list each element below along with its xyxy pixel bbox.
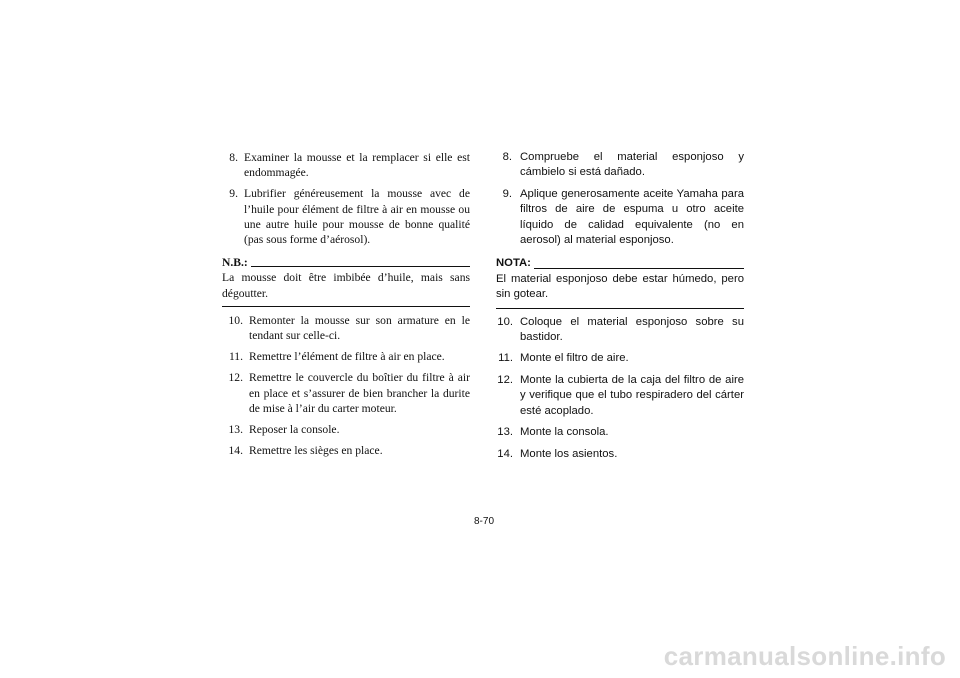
list-item <box>496 315 744 346</box>
step-text: Monte la cubierta de la caja del filtro de aire y verifique que el tubo respiradero del cárter esté acoplado. <box>520 373 744 417</box>
note-text: El material esponjoso debe estar húmedo, pero sin gotear. <box>496 272 744 309</box>
step-text: Remettre le couvercle du boîtier du filtre à air en place et s’assurer de bien brancher la durite de mise à l’air du carter moteur. <box>249 371 470 415</box>
step-number: 14. <box>228 444 243 458</box>
spanish-column <box>496 150 744 468</box>
note-text: La mousse doit être imbibée d’huile, mais sans dégoutter. <box>222 270 470 306</box>
watermark[interactable]: carmanualsonline.info <box>663 641 946 671</box>
step-text: Remettre l’élément de filtre à air en place. <box>249 350 445 364</box>
step-number: 9. <box>229 187 238 201</box>
list-item <box>496 351 744 366</box>
list-item <box>222 349 470 364</box>
page-number: 8-70 <box>473 516 494 527</box>
step-number: 13. <box>228 423 243 437</box>
note-title: NOTA: <box>496 257 531 270</box>
step-number: 11. <box>228 350 243 364</box>
note-header <box>496 256 744 271</box>
list-item <box>222 443 470 458</box>
list-item <box>222 186 470 247</box>
step-text: Monte los asientos. <box>520 447 618 460</box>
list-item <box>496 447 744 462</box>
step-text: Coloque el material esponjoso sobre su bastidor. <box>520 315 744 344</box>
step-text: Examiner la mousse et la remplacer si elle est endommagée. <box>244 151 470 180</box>
step-number: 12. <box>228 371 243 385</box>
step-text: Lubrifier généreusement la mousse avec de l’huile pour élément de filtre à air en mousse ou une autre huile pour mousse de bonne qualité (pas sous forme d’aérosol). <box>244 187 470 247</box>
french-steps-first <box>222 150 470 247</box>
step-number: 13. <box>497 426 513 439</box>
list-item <box>222 370 470 416</box>
step-text: Aplique generosamente aceite Yamaha para filtros de aire de espuma u otro aceite líquido de calidad equivalente (no en aerosol) al material esponjoso. <box>520 187 744 247</box>
step-text: Remonter la mousse sur son armature en le tendant sur celle-ci. <box>249 313 470 343</box>
note-rule <box>251 266 470 267</box>
step-number: 9. <box>502 187 512 200</box>
note-title: N.B.: <box>222 256 248 270</box>
step-number: 11. <box>498 352 513 365</box>
step-number: 10. <box>497 315 513 328</box>
step-text: Compruebe el material esponjoso y cámbielo si está dañado. <box>520 151 744 179</box>
step-text: Monte la consola. <box>520 426 609 439</box>
list-item <box>222 422 470 437</box>
step-number: 14. <box>497 447 513 460</box>
note-header <box>222 255 470 270</box>
list-item <box>496 150 744 181</box>
list-item <box>496 425 744 440</box>
spanish-steps-second <box>496 315 744 462</box>
spanish-steps-first <box>496 150 744 248</box>
french-column <box>222 150 470 464</box>
step-number: 12. <box>497 373 513 386</box>
step-text: Reposer la console. <box>249 423 340 437</box>
step-text: Remettre les sièges en place. <box>249 444 383 458</box>
list-item <box>222 313 470 343</box>
list-item <box>496 187 744 249</box>
list-item <box>222 150 470 180</box>
step-number: 8. <box>502 151 512 163</box>
french-steps-second <box>222 313 470 459</box>
note-rule <box>534 268 744 269</box>
step-text: Monte el filtro de aire. <box>520 352 629 365</box>
step-number: 8. <box>229 151 238 164</box>
list-item <box>496 373 744 419</box>
step-number: 10. <box>228 313 243 327</box>
